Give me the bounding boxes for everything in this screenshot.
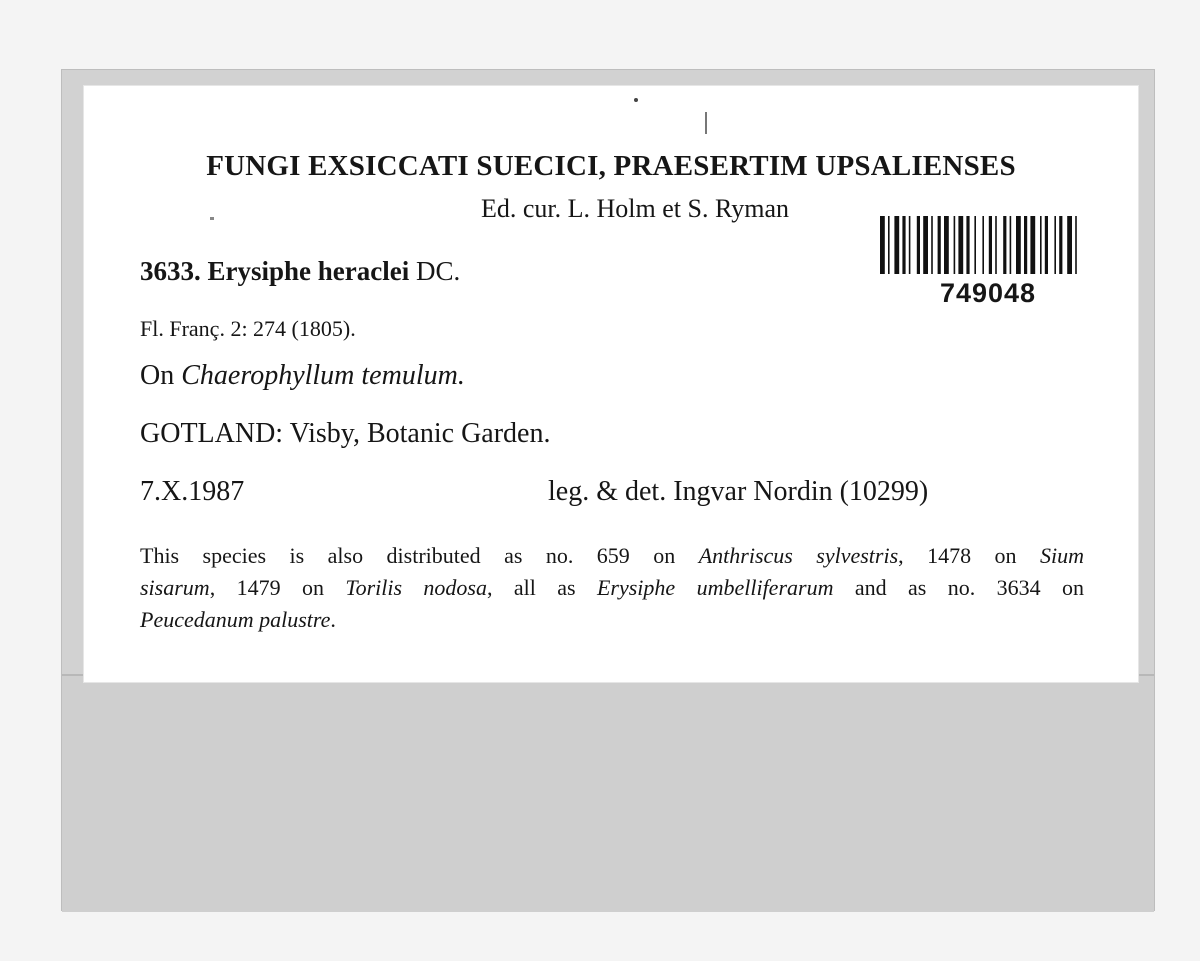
host-prefix: On bbox=[140, 360, 175, 391]
barcode-bar bbox=[909, 216, 911, 274]
barcode-bar bbox=[1010, 216, 1012, 274]
note-text: , all as bbox=[487, 575, 576, 600]
barcode-bar bbox=[1024, 216, 1027, 274]
barcode-bar bbox=[1075, 216, 1077, 274]
barcode-bar bbox=[974, 216, 976, 274]
note-text: This species is also distributed as no. 659 on bbox=[140, 543, 676, 568]
note-line bbox=[140, 540, 1084, 572]
barcode-bar bbox=[1054, 216, 1056, 274]
host-line bbox=[140, 360, 465, 392]
barcode-bar bbox=[958, 216, 963, 274]
barcode-bar bbox=[989, 216, 992, 274]
note-text: . bbox=[330, 607, 336, 632]
note-taxon: Peucedanum palustre bbox=[140, 607, 331, 632]
barcode-bar bbox=[880, 216, 885, 274]
distribution-note bbox=[140, 540, 1084, 636]
note-line bbox=[140, 604, 1084, 636]
barcode-bar bbox=[923, 216, 928, 274]
barcode-bar bbox=[1067, 216, 1072, 274]
barcode-bar bbox=[1045, 216, 1048, 274]
note-text: , 1479 on bbox=[209, 575, 324, 600]
species-author: DC. bbox=[415, 256, 461, 286]
dust-speck bbox=[705, 112, 707, 134]
barcode-bar bbox=[1030, 216, 1035, 274]
barcode-bar bbox=[966, 216, 969, 274]
barcode-icon bbox=[878, 214, 1098, 278]
note-line bbox=[140, 572, 1084, 604]
barcode-bar bbox=[931, 216, 933, 274]
barcode-bar bbox=[894, 216, 899, 274]
note-taxon: sisarum bbox=[140, 575, 210, 600]
barcode-bar bbox=[917, 216, 920, 274]
barcode-bar bbox=[954, 216, 956, 274]
collection-date: 7.X.1987 bbox=[140, 476, 245, 507]
host-name: Chaerophyllum temulum. bbox=[181, 360, 465, 391]
note-text: , 1478 on bbox=[898, 543, 1017, 568]
barcode-bar bbox=[902, 216, 905, 274]
barcode-bar bbox=[982, 216, 984, 274]
barcode-bar bbox=[888, 216, 890, 274]
specimen-number: 3633. bbox=[140, 256, 201, 286]
barcode-bar bbox=[944, 216, 949, 274]
barcode-bar bbox=[1003, 216, 1006, 274]
barcode-number: 749048 bbox=[939, 278, 1037, 308]
note-taxon: Anthriscus sylvestris bbox=[698, 543, 899, 568]
barcode-bar bbox=[1040, 216, 1042, 274]
publication-reference: Fl. Franç. 2: 274 (1805). bbox=[140, 316, 356, 341]
barcode-bar bbox=[938, 216, 941, 274]
series-title: FUNGI EXSICCATI SUECICI, PRAESERTIM UPSALIENSES bbox=[206, 150, 1016, 182]
barcode-bar bbox=[995, 216, 997, 274]
editors-text: Ed. cur. L. Holm et S. Ryman bbox=[480, 194, 790, 223]
collector: leg. & det. Ingvar Nordin (10299) bbox=[548, 476, 929, 507]
note-taxon: Sium bbox=[1040, 543, 1085, 568]
note-taxon: Torilis nodosa bbox=[345, 575, 487, 600]
species-name: Erysiphe heraclei bbox=[207, 256, 410, 286]
envelope-lower-flap bbox=[62, 674, 1154, 912]
dust-speck bbox=[634, 98, 638, 102]
note-text: and as no. 3634 on bbox=[854, 575, 1084, 600]
locality: GOTLAND: Visby, Botanic Garden. bbox=[140, 418, 551, 449]
barcode-sticker bbox=[872, 206, 1104, 330]
barcode-bar bbox=[1016, 216, 1021, 274]
note-taxon: Erysiphe umbelliferarum bbox=[596, 575, 834, 600]
barcode-bar bbox=[1059, 216, 1062, 274]
species-heading bbox=[140, 256, 460, 287]
